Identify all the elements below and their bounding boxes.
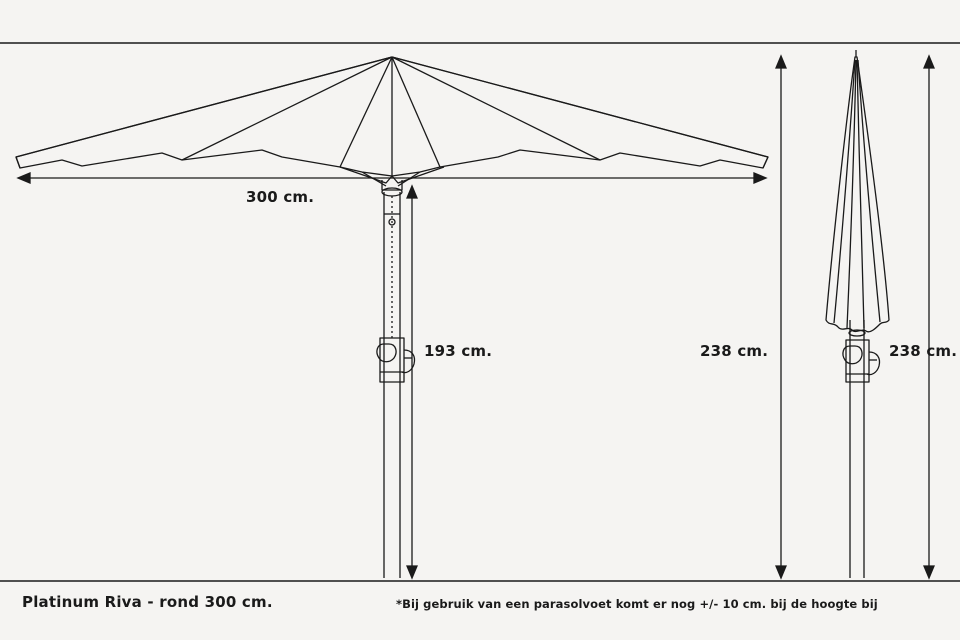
canopy-tip-left	[16, 157, 20, 168]
height-closed-left-dimension-label: 238 cm.	[700, 342, 769, 360]
width-arrow-left	[18, 173, 30, 183]
canopy-rib-right-inner	[392, 57, 440, 167]
width-dimension-label: 300 cm.	[246, 188, 315, 206]
runner-ring	[382, 188, 402, 196]
canopy-rib-right-outer	[392, 57, 768, 157]
height-open-arrow-top	[407, 186, 417, 198]
height-closed-left-arrow-bottom	[776, 566, 786, 578]
height-open-arrow-bottom	[407, 566, 417, 578]
canopy-tip-right	[763, 157, 768, 168]
width-arrow-right	[754, 173, 766, 183]
open-parasol-drawing	[16, 57, 768, 578]
height-open-dimension-label: 193 cm.	[424, 342, 493, 360]
dimension-lines	[18, 56, 934, 578]
closed-canopy-fold-2	[847, 60, 856, 328]
product-title: Platinum Riva - rond 300 cm.	[22, 593, 273, 611]
canopy-rib-left-inner	[340, 57, 392, 167]
height-closed-right-dimension-label: 238 cm.	[889, 342, 958, 360]
height-closed-right-arrow-bottom	[924, 566, 934, 578]
canopy-rib-left-mid	[182, 57, 392, 160]
canopy-rib-left-outer	[16, 57, 392, 157]
height-closed-right-arrow-top	[924, 56, 934, 68]
canopy-rib-right-mid	[392, 57, 600, 160]
footnote-text: *Bij gebruik van een parasolvoet komt er nog +/- 10 cm. bij de hoogte bij	[396, 597, 878, 611]
height-closed-left-arrow-top	[776, 56, 786, 68]
closed-parasol-drawing	[826, 50, 889, 578]
closed-canopy-fold-4	[858, 60, 880, 322]
